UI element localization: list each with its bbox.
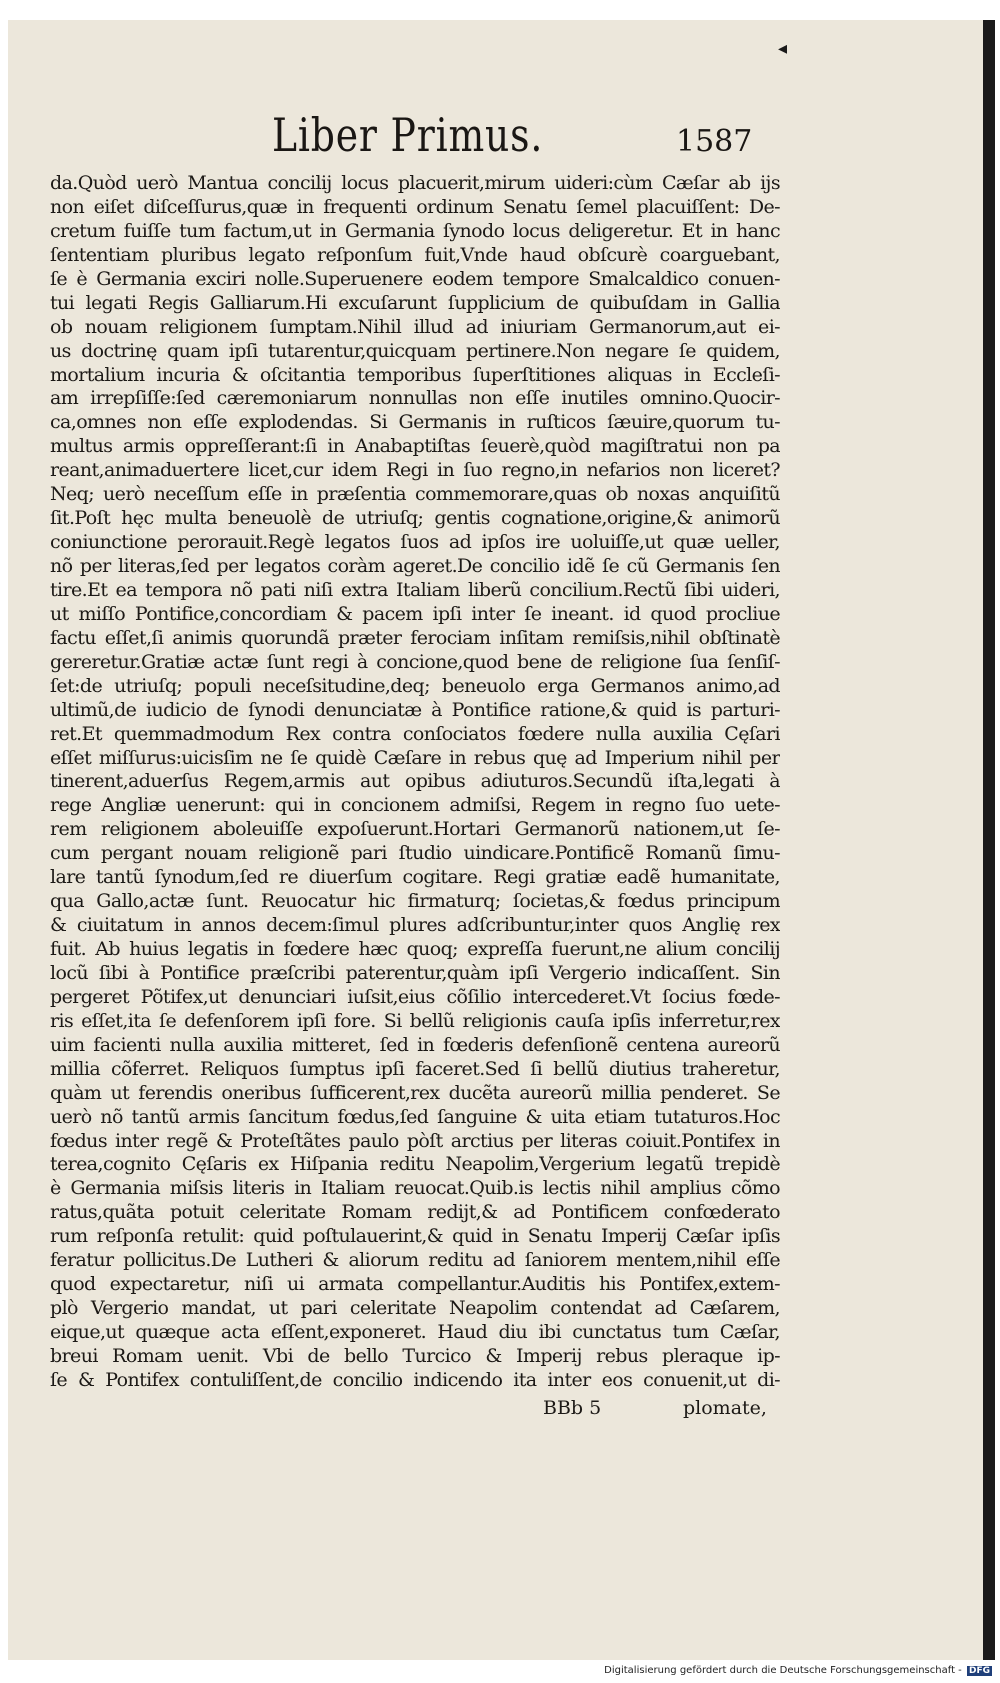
text-line: & ciuitatum in annos decem:ſimul plures adſcribuntur,inter quos Anglię rex [50, 914, 780, 937]
text-line: ſit.Poſt hęc multa beneuolè de utriuſq; gentis cognatione,origine,& animorũ [50, 507, 780, 530]
text-line: nõ per literas,ſed per legatos coràm ageret.De concilio idẽ ſe cũ Germanis ſen [50, 555, 780, 577]
text-line: cum pergant nouam religionẽ pari ſtudio uindicare.Pontificẽ Romanũ ſimu- [50, 842, 780, 865]
text-line: us doctrinę quam ipſi tutarentur,quicquam pertinere.Non negare ſe quidem, [50, 339, 780, 362]
signature-mark: BBb 5 [543, 1397, 602, 1419]
text-line: fuit. Ab huius legatis in fœdere hæc quoq; expreſſa fuerunt,ne alium concilij [50, 938, 780, 960]
text-line: ſet:de utriuſq; populi neceſsitudine,deq; beneuolo erga Germanos animo,ad [50, 674, 780, 697]
text-line: qua Gallo,actæ ſunt. Reuocatur hic firmaturq; ſocietas,& fœdus principum [50, 890, 780, 913]
text-line: pergeret Põtifex,ut denunciari iuſsit,eius cõſilio intercederet.Vt ſocius fœde- [50, 985, 780, 1008]
text-line: ca,omnes non eſſe explodendas. Si Germanis in ruſticos ſæuire,quorum tu- [50, 411, 780, 434]
text-line: plò Vergerio mandat, ut pari celeritate Neapolim contendat ad Cæſarem, [50, 1297, 780, 1320]
text-line: ut miſſo Pontifice,concordiam & pacem ipſi inter ſe ineant. id quod procliue [50, 602, 780, 625]
corner-mark-icon: ◂ [778, 38, 788, 59]
text-line: ris eſſet,ita ſe defenſorem ipſi fore. Si bellũ religionis cauſa ipſis inferretur,rex [50, 1009, 780, 1032]
text-line: rege Angliæ uenerunt: qui in concionem admiſsi, Regem in regno ſuo uete- [50, 794, 780, 817]
text-line: cretum fuiſſe tum factum,ut in Germania ſynodo locus deligeretur. Et in hanc [50, 219, 780, 242]
page-number: 1587 [676, 124, 753, 159]
text-line: da.Quòd uerò Mantua concilij locus placuerit,mirum uideri:cùm Cæſar ab ijs [50, 172, 780, 194]
text-line: quàm ut ferendis oneribus ſufficerent,rex ducẽta aureorũ millia penderet. Se [50, 1081, 780, 1104]
text-line: uerò nõ tantũ armis ſancitum fœdus,ſed ſanguine & uita etiam tutaturos.Hoc [50, 1105, 780, 1128]
text-line: ratus,quãta potuit celeritate Romam redijt,& ad Pontificem confœderato [50, 1201, 780, 1224]
text-line: quod expectaretur, niſi ui armata compellantur.Auditis his Pontifex,extem- [50, 1273, 780, 1296]
text-line: ſententiam pluribus legato reſponſum fuit,Vnde haud obſcurè coarguebant, [50, 243, 780, 266]
text-line: locũ ſibi à Pontifice præſcribi paterentur,quàm ipſi Vergerio indicaſſent. Sin [50, 961, 780, 984]
text-line: uim facienti nulla auxilia mitteret, ſed in fœderis defenſionẽ centena aureorũ [50, 1033, 780, 1056]
text-line: fœdus inter regẽ & Proteſtãtes paulo pòſt arctius per literas coiuit.Pontifex in [50, 1129, 780, 1152]
dfg-logo: DFG [968, 1666, 990, 1676]
text-line: Neq; uerò neceſſum eſſe in præſentia commemorare,quas ob noxas anquiſitũ [50, 483, 780, 506]
text-line: breui Romam uenit. Vbi de bello Turcico & Imperij rebus pleraque ip- [50, 1344, 780, 1367]
digitization-credit [604, 1665, 992, 1676]
page-footer-line [0, 1397, 983, 1427]
page-edge-shadow [983, 20, 995, 1660]
text-line: ultimũ,de iudicio de ſynodi denunciatæ à Pontifice ratione,& quid is parturi- [50, 698, 780, 721]
credit-text: Digitalisierung gefördert durch die Deutsche Forschungsgemeinschaft - [604, 1665, 962, 1676]
text-line: reant,animaduertere licet,cur idem Regi in ſuo regno,in nefarios non liceret? [50, 459, 780, 482]
text-line: gereretur.Gratiæ actæ ſunt regi à concione,quod bene de religione ſua ſenſiſ- [50, 650, 780, 673]
text-line: ob nouam religionem ſumptam.Nihil illud ad iniuriam Germanorum,aut ei- [50, 315, 780, 338]
text-line: non eiſet diſceſſurus,quæ in frequenti ordinum Senatu ſemel placuiſſent: De- [50, 195, 780, 218]
text-line: rum reſponſa retulit: quid poſtulauerint,& quid in Senatu Imperij Cæſar ipſis [50, 1225, 780, 1248]
text-line: tire.Et ea tempora nõ pati niſi extra Italiam liberũ concilium.Rectũ ſibi uideri, [50, 578, 780, 601]
text-line: millia cõferret. Reliquos ſumptus ipſi faceret.Sed ſi bellũ diutius traheretur, [50, 1057, 780, 1080]
catchword: plomate, [683, 1397, 767, 1419]
text-line: feratur pollicitus.De Lutheri & aliorum reditu ad ſaniorem mentem,nihil eſſe [50, 1249, 780, 1272]
text-line: ret.Et quemmadmodum Rex contra conſociatos fœdere nulla auxilia Cęſari [50, 722, 780, 745]
text-line: mortalium incuria & oſcitantia temporibus ſuperſtitiones aliquas in Eccleſi- [50, 363, 780, 386]
text-line: am irrepſiſſe:ſed cæremoniarum nonnullas non eſſe inutiles omnino.Quocir- [50, 387, 780, 410]
text-line: ſe è Germania exciri nolle.Superuenere eodem tempore Smalcaldico conuen- [50, 267, 780, 290]
text-line: eſſet miſſurus:uicisſim ne ſe quidè Cæſare in rebus quę ad Imperium nihil per [50, 746, 780, 769]
text-line: coniunctione perorauit.Regè legatos ſuos ad ipſos ire uoluiſſe,ut quæ ueller, [50, 531, 780, 554]
text-line: tui legati Regis Galliarum.Hi excuſarunt ſupplicium de quibuſdam in Gallia [50, 291, 780, 314]
text-line: tinerent,aduerſus Regem,armis aut opibus adiuturos.Secundũ iſta,legati à [50, 770, 780, 793]
text-line: terea,cognito Cęſaris ex Hiſpania reditu Neapolim,Vergerium legatũ trepidè [50, 1153, 780, 1176]
running-head [0, 108, 983, 168]
text-line: lare tantũ ſynodum,ſed re diuerſum cogitare. Regi gratiæ eadẽ humanitate, [50, 866, 780, 889]
text-line: è Germania miſsis literis in Italiam reuocat.Quib.is lectis nihil amplius cõmo [50, 1177, 780, 1200]
text-line: rem religionem aboleuiſſe expoſuerunt.Hortari Germanorũ nationem,ut ſe- [50, 818, 780, 841]
text-line: eique,ut quæque acta eſſent,exponeret. Haud diu ibi cunctatus tum Cæſar, [50, 1321, 780, 1343]
text-line: ſe & Pontifex contuliſſent,de concilio indicendo ita inter eos conuenit,ut di- [50, 1368, 780, 1391]
text-line: multus armis oppreſſerant:ſi in Anabaptiſtas ſeuerè,quòd magiſtratui non pa [50, 435, 780, 458]
running-title: Liber Primus. [272, 108, 544, 162]
body-text [50, 172, 780, 1393]
text-line: factu eſſet,ſi animis quorundã præter ferociam inſitam remiſsis,nihil obſtinatè [50, 626, 780, 649]
